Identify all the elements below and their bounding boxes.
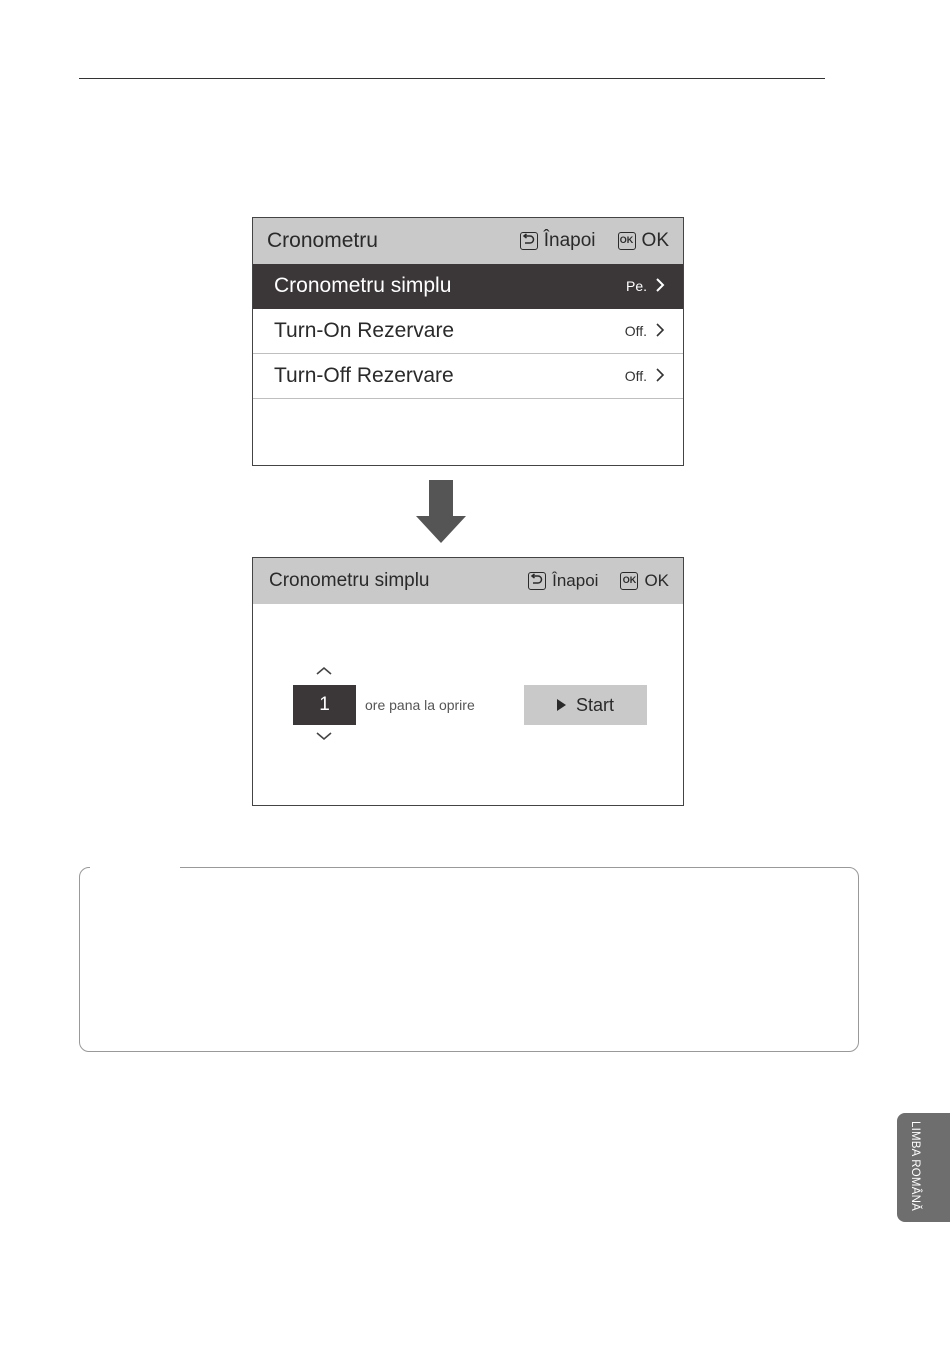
back-label[interactable]: Înapoi	[552, 571, 599, 590]
start-button[interactable]	[524, 685, 647, 725]
language-side-tab	[897, 1113, 950, 1222]
hours-stepper-value[interactable]: 1	[293, 685, 356, 725]
menu-item-label: Turn-Off Rezervare	[274, 364, 454, 387]
screen-title: Cronometru	[267, 229, 378, 252]
chevron-right-icon	[655, 275, 665, 297]
language-tab-label: LIMBA ROMÂNĂ	[909, 1121, 921, 1211]
menu-item-label: Cronometru simplu	[274, 274, 452, 297]
top-rule	[79, 78, 825, 79]
chevron-down-icon[interactable]	[315, 729, 333, 743]
chevron-right-icon	[655, 365, 665, 387]
back-label[interactable]: Înapoi	[543, 230, 596, 251]
screen-title: Cronometru simplu	[269, 570, 430, 591]
menu-item-value: Off.	[624, 323, 647, 339]
menu-item-value: Pe.	[625, 278, 647, 294]
menu-item-turn-off-reservation[interactable]	[253, 354, 683, 399]
menu-item-simple-timer[interactable]	[253, 264, 683, 309]
ok-label[interactable]: OK	[641, 230, 669, 251]
timer-menu-screen	[252, 217, 684, 466]
menu-item-turn-on-reservation[interactable]	[253, 309, 683, 354]
start-label: Start	[575, 694, 614, 715]
chevron-up-icon[interactable]	[315, 664, 333, 678]
chevron-right-icon	[655, 320, 665, 342]
menu-item-value: Off.	[624, 368, 647, 384]
ok-label[interactable]: OK	[644, 571, 669, 590]
note-box	[79, 867, 859, 1052]
menu-item-label: Turn-On Rezervare	[274, 319, 455, 342]
ok-icon[interactable]: OK	[618, 232, 636, 250]
note-box-title-gap	[90, 864, 180, 870]
back-icon[interactable]	[528, 572, 546, 590]
screen-header	[253, 218, 683, 264]
header-nav	[528, 571, 669, 591]
hours-label: ore pana la oprire	[365, 697, 475, 713]
screen-header	[253, 558, 683, 604]
ok-icon[interactable]: OK	[620, 572, 638, 590]
play-icon	[557, 699, 566, 711]
header-nav	[520, 230, 669, 252]
back-icon[interactable]	[520, 232, 538, 250]
simple-timer-screen	[252, 557, 684, 806]
arrow-down-icon	[416, 480, 466, 543]
